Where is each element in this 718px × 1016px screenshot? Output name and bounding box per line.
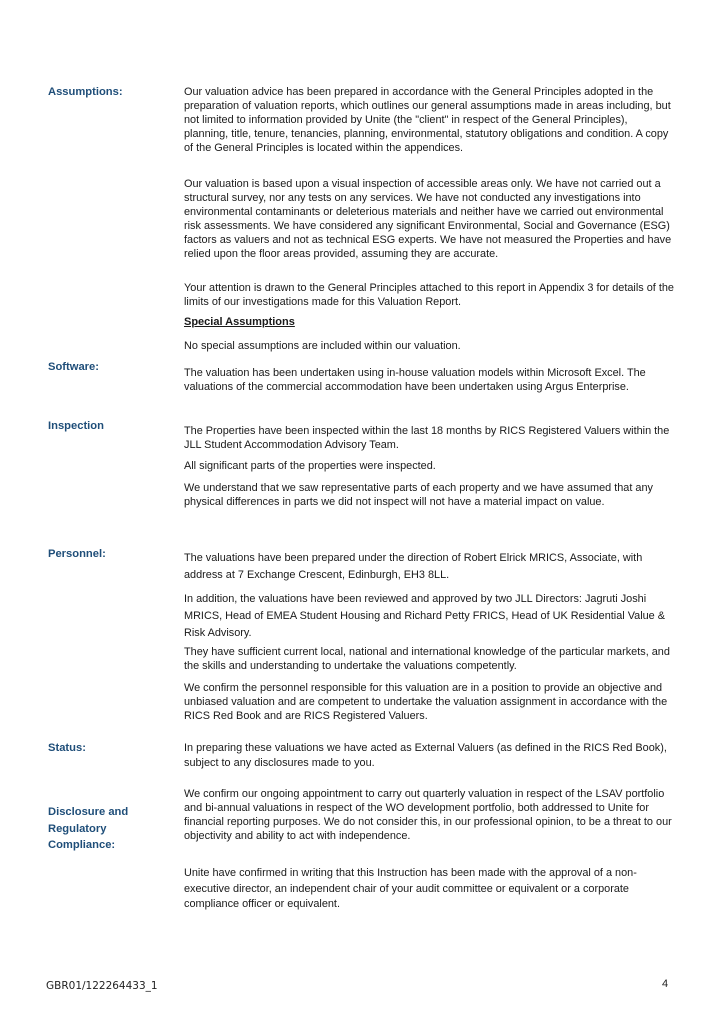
special-assumptions-heading: Special Assumptions bbox=[184, 316, 295, 328]
inspection-paragraph-3: We understand that we saw representative parts of each property and we have assumed that any physical differences in parts we did not inspect will not have a material impact on value. bbox=[184, 482, 653, 508]
personnel-paragraph-2: In addition, the valuations have been reviewed and approved by two JLL Directors: Jagruti Joshi MRICS, Head of EMEA Student Housing and Richard Petty FRICS, Head of UK Residential Value & Risk Advisory. bbox=[184, 593, 666, 639]
section-label-inspection: Inspection bbox=[48, 420, 104, 432]
assumptions-paragraph-1: Our valuation advice has been prepared in accordance with the General Principles adopted in the preparation of valuation reports, which outlines our general assumptions made in areas including, but not limited to information provided by Unite (the "client" in respect of the General Principles), planning, title, tenure, tenancies, planning, environmental, statutory obligations and condition. A copy of the General Principles is located within the appendices. bbox=[184, 86, 671, 154]
section-label-disclosure-line-1: Disclosure and bbox=[48, 806, 129, 818]
section-label-disclosure-line-2: Regulatory bbox=[48, 823, 107, 835]
status-paragraph-1: In preparing these valuations we have acted as External Valuers (as defined in the RICS Red Book), subject to any disclosures made to you. bbox=[184, 742, 667, 769]
section-label-software: Software: bbox=[48, 361, 99, 373]
inspection-paragraph-1: The Properties have been inspected within the last 18 months by RICS Registered Valuers within the JLL Student Accommodation Advisory Team. bbox=[184, 425, 670, 451]
section-label-assumptions: Assumptions: bbox=[48, 86, 123, 98]
personnel-paragraph-3: They have sufficient current local, national and international knowledge of the particular markets, and the skills and understanding to undertake the valuations competently. bbox=[184, 646, 670, 672]
assumptions-paragraph-3: Your attention is drawn to the General Principles attached to this report in Appendix 3 for details of the limits of our investigations made for this Valuation Report. bbox=[184, 282, 674, 308]
section-label-disclosure-line-3: Compliance: bbox=[48, 839, 116, 851]
disclosure-paragraph-1: We confirm our ongoing appointment to carry out quarterly valuation in respect of the LSAV portfolio and bi-annual valuations in respect of the WO development portfolio, both addressed to Unite for financial reporting purposes. We do not consider this, in our professional opinion, to be a threat to our objectivity and ability to act with independence. bbox=[184, 788, 672, 842]
personnel-paragraph-1: The valuations have been prepared under the direction of Robert Elrick MRICS, Associate, with address at 7 Exchange Crescent, Edinburgh, EH3 8LL. bbox=[184, 552, 643, 581]
inspection-paragraph-2: All significant parts of the properties were inspected. bbox=[184, 460, 436, 472]
software-paragraph-1: The valuation has been undertaken using in-house valuation models within Microsoft Excel. The valuations of the commercial accommodation have been undertaken using Argus Enterprise. bbox=[184, 367, 646, 393]
assumptions-paragraph-2: Our valuation is based upon a visual inspection of accessible areas only. We have not carried out a structural survey, nor any tests on any services. We have not conducted any investigations into environmental contaminants or deleterious materials and neither have we carried out environmental risk assessments. We have considered any significant Environmental, Social and Governance (ESG) factors as valuers and not as technical ESG experts. We have not measured the Properties and have relied upon the floor areas provided, assuming they are accurate. bbox=[184, 178, 672, 260]
page-number: 4 bbox=[662, 978, 669, 990]
section-label-personnel: Personnel: bbox=[48, 548, 106, 560]
section-label-status: Status: bbox=[48, 742, 86, 754]
document-reference: GBR01/122264433_1 bbox=[46, 980, 158, 992]
assumptions-paragraph-4: No special assumptions are included within our valuation. bbox=[184, 340, 461, 352]
disclosure-paragraph-2: Unite have confirmed in writing that this Instruction has been made with the approval of a non-executive director, an independent chair of your audit committee or equivalent or a corporate compliance officer or equivalent. bbox=[184, 867, 637, 910]
personnel-paragraph-4: We confirm the personnel responsible for this valuation are in a position to provide an objective and unbiased valuation and are competent to undertake the valuation assignment in accordance with the RICS Red Book and are RICS Registered Valuers. bbox=[184, 682, 668, 722]
